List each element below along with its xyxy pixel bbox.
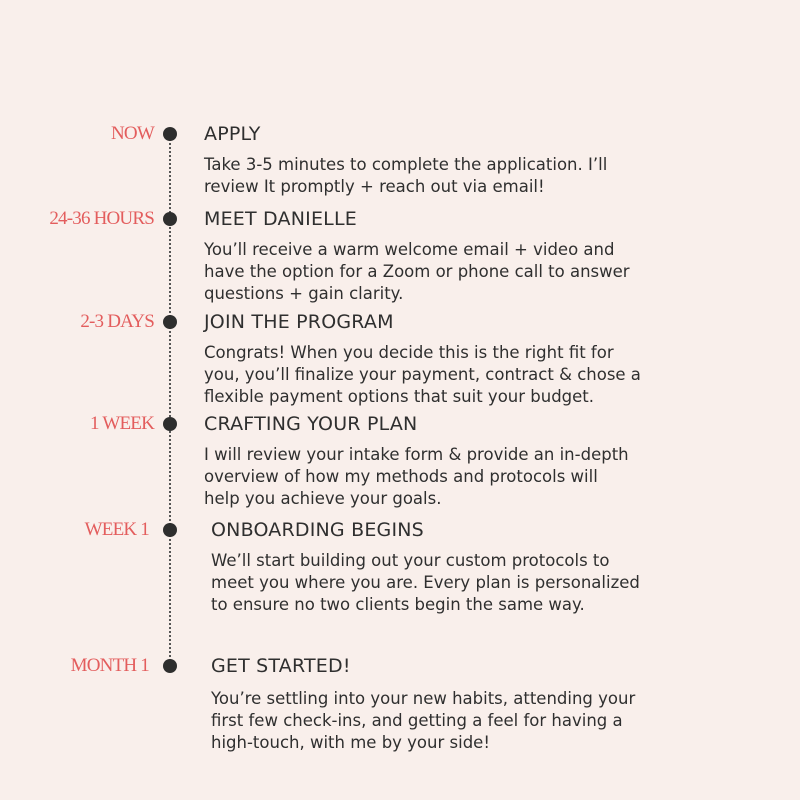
step-time-label: 2-3 DAYS — [80, 311, 154, 332]
step-description — [204, 239, 704, 305]
description-line: you, you’ll finalize your payment, contract & chose a — [204, 365, 641, 384]
step-description — [211, 550, 711, 616]
step-description — [204, 342, 704, 408]
description-line: review It promptly + reach out via email! — [204, 177, 545, 196]
step-time-label: NOW — [111, 123, 154, 144]
step-title: APPLY — [204, 123, 261, 145]
step-title: CRAFTING YOUR PLAN — [204, 413, 418, 435]
step-title: GET STARTED! — [211, 655, 351, 677]
step-time-label: WEEK 1 — [84, 519, 149, 540]
timeline-dot — [163, 315, 177, 329]
step-description — [211, 688, 711, 754]
description-line: Take 3-5 minutes to complete the application. I’ll — [204, 155, 608, 174]
description-line: Congrats! When you decide this is the right fit for — [204, 343, 614, 362]
timeline-dot — [163, 212, 177, 226]
timeline-dot — [163, 127, 177, 141]
description-line: high-touch, with me by your side! — [211, 733, 490, 752]
description-line: flexible payment options that suit your budget. — [204, 387, 595, 406]
step-time-label: 1 WEEK — [90, 413, 154, 434]
description-line: questions + gain clarity. — [204, 284, 404, 303]
description-line: We’ll start building out your custom protocols to — [211, 551, 610, 570]
description-line: I will review your intake form & provide an in-depth — [204, 445, 629, 464]
description-line: help you achieve your goals. — [204, 489, 442, 508]
description-line: meet you where you are. Every plan is personalized — [211, 573, 640, 592]
step-description — [204, 154, 704, 198]
description-line: overview of how my methods and protocols will — [204, 467, 598, 486]
timeline-dot — [163, 523, 177, 537]
step-title: MEET DANIELLE — [204, 208, 357, 230]
description-line: You’re settling into your new habits, attending your — [211, 689, 636, 708]
step-description — [204, 444, 704, 510]
description-line: have the option for a Zoom or phone call to answer — [204, 262, 630, 281]
description-line: to ensure no two clients begin the same way. — [211, 595, 585, 614]
step-title: ONBOARDING BEGINS — [211, 519, 424, 541]
description-line: You’ll receive a warm welcome email + video and — [204, 240, 615, 259]
timeline-dot — [163, 659, 177, 673]
timeline-dot — [163, 417, 177, 431]
step-title: JOIN THE PROGRAM — [204, 311, 394, 333]
step-time-label: MONTH 1 — [70, 655, 149, 676]
description-line: first few check-ins, and getting a feel for having a — [211, 711, 623, 730]
step-time-label: 24-36 HOURS — [49, 208, 154, 229]
